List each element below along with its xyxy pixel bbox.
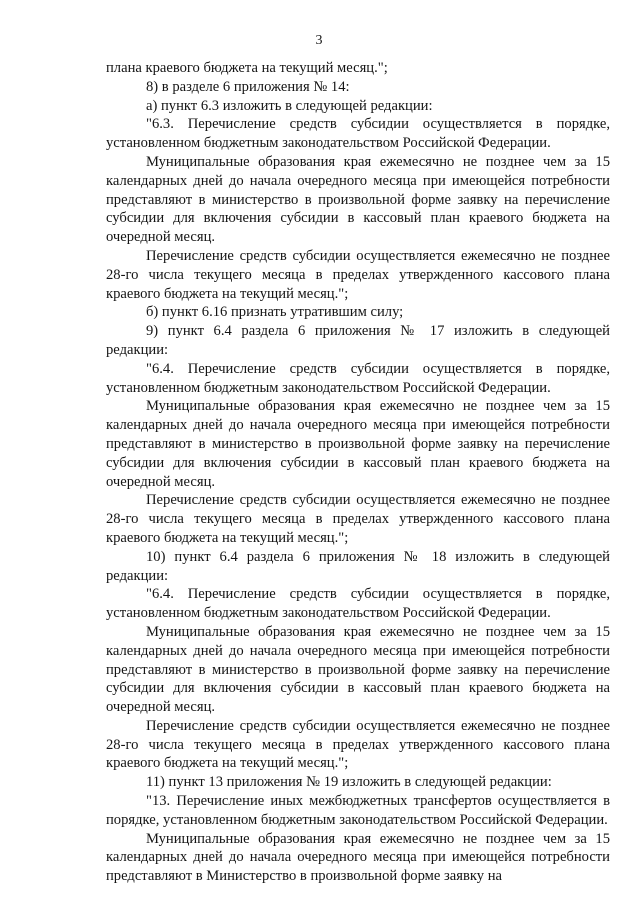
paragraph: "13. Перечисление иных межбюджетных трансфертов осуществляется в порядке, установленном бюджетным законодательством Российской Федерации. (106, 793, 610, 828)
paragraph: Перечисление средств субсидии осуществляется ежемесячно не позднее 28-го числа текущего месяца в пределах утвержденного кассового плана краевого бюджета на текущий месяц."; (106, 247, 610, 302)
paragraph: 9) пункт 6.4 раздела 6 приложения № 17 изложить в следующей редакции: (106, 323, 610, 358)
paragraph: "6.3. Перечисление средств субсидии осуществляется в порядке, установленном бюджетным законодательством Российской Федерации. (106, 116, 610, 152)
paragraph: а) пункт 6.3 изложить в следующей редакции: (146, 97, 433, 114)
page-number: 3 (315, 33, 323, 48)
paragraph: Перечисление средств субсидии осуществляется ежемесячно не позднее 28-го числа текущего месяца в пределах утвержденного кассового плана краевого бюджета на текущий месяц."; (106, 492, 610, 546)
paragraph: 11) пункт 13 приложения № 19 изложить в следующей редакции: (146, 774, 552, 791)
paragraph: Муниципальные образования края ежемесячно не позднее чем за 15 календарных дней до начала очередного месяца при имеющейся потребности представляют в Министерство в произвольной форме заявку на (106, 830, 610, 885)
paragraph: 8) в разделе 6 приложения № 14: (146, 78, 350, 95)
paragraph: б) пункт 6.16 признать утратившим силу; (146, 304, 404, 321)
paragraph: "6.4. Перечисление средств субсидии осуществляется в порядке, установленном бюджетным законодательством Российской Федерации. (106, 586, 610, 622)
paragraph: Перечисление средств субсидии осуществляется ежемесячно не позднее 28-го числа текущего месяца в пределах утвержденного кассового плана краевого бюджета на текущий месяц."; (106, 717, 610, 772)
paragraph: 10) пункт 6.4 раздела 6 приложения № 18 изложить в следующей редакции: (106, 548, 610, 584)
paragraph: "6.4. Перечисление средств субсидии осуществляется в порядке, установленном бюджетным законодательством Российской Федерации. (106, 360, 610, 396)
paragraph: Муниципальные образования края ежемесячно не позднее чем за 15 календарных дней до начала очередного месяца при имеющейся потребности представляют в министерство в произвольной форме заявку на перечисление субсидии для включения субсидии в кассовый план краевого бюджета на очередной месяц. (106, 153, 610, 246)
paragraph: плана краевого бюджета на текущий месяц."; (106, 60, 388, 76)
paragraph: Муниципальные образования края ежемесячно не позднее чем за 15 календарных дней до начала очередного месяца при имеющейся потребности представляют в министерство в произвольной форме заявку на перечисление субсидии для включения субсидии в кассовый план краевого бюджета на очередной месяц. (106, 398, 610, 490)
document-body (106, 59, 610, 886)
paragraph: Муниципальные образования края ежемесячно не позднее чем за 15 календарных дней до начала очередного месяца при имеющейся потребности представляют в министерство в произвольной форме заявку на перечисление субсидии для включения субсидии в кассовый план краевого бюджета на очередной месяц. (106, 623, 610, 716)
